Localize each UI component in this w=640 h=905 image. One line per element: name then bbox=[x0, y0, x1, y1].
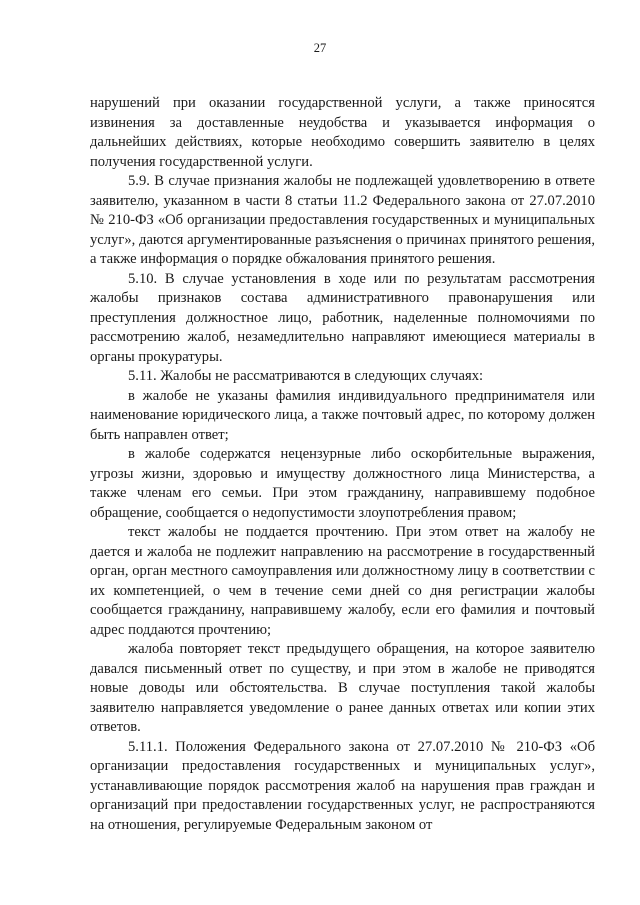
list-item-unreadable-text: текст жалобы не поддается прочтению. При этом ответ на жалобу не дается и жалоба не подлежит направлению на рассмотрение в государственный орган, орган местного самоуправления или должностному лицу в соответствии с их компетенцией, о чем в течение семи дней со дня регистрации жалобы сообщается гражданину, направившему жалобу, если его фамилия и почтовый адрес поддаются прочтению; bbox=[90, 524, 595, 638]
document-body bbox=[90, 94, 595, 835]
page-number: 27 bbox=[313, 41, 327, 55]
paragraph-5-11: 5.11. Жалобы не рассматриваются в следующих случаях: bbox=[128, 368, 484, 384]
paragraph-5-10: 5.10. В случае установления в ходе или по результатам рассмотрения жалобы признаков состава административного правонарушения или преступления должностное лицо, работник, наделенные полномочиями по рассмотрению жалоб, незамедлительно направляют имеющиеся материалы в органы прокуратуры. bbox=[90, 270, 595, 365]
list-item-no-name-address: в жалобе не указаны фамилия индивидуального предпринимателя или наименование юридического лица, а также почтовый адрес, по которому должен быть направлен ответ; bbox=[90, 387, 595, 443]
paragraph-continuation: нарушений при оказании государственной услуги, а также приносятся извинения за доставленные неудобства и указывается информация о дальнейших действиях, которые необходимо совершить заявителю в целях получения государственной услуги. bbox=[90, 95, 595, 170]
paragraph-5-11-1: 5.11.1. Положения Федерального закона от 27.07.2010 № 210-ФЗ «Об организации предоставления государственных и муниципальных услуг», устанавливающие порядок рассмотрения жалоб на нарушения прав граждан и организаций при предоставлении государственных услуг, не распространяются на отношения, регулируемые Федеральным законом от bbox=[90, 738, 595, 833]
list-item-repeated-complaint: жалоба повторяет текст предыдущего обращения, на которое заявителю давался письменный ответ по существу, и при этом в жалобе не приводятся новые доводы или обстоятельства. В случае поступления такой жалобы заявителю направляется уведомление о ранее данных ответах или копии этих ответов. bbox=[90, 641, 595, 735]
list-item-obscene-language: в жалобе содержатся нецензурные либо оскорбительные выражения, угрозы жизни, здоровью и имуществу должностного лица Министерства, а также членам его семьи. При этом гражданину, направившему подобное обращение, сообщается о недопустимости злоупотребления правом; bbox=[90, 446, 595, 521]
paragraph-5-9: 5.9. В случае признания жалобы не подлежащей удовлетворению в ответе заявителю, указанном в части 8 статьи 11.2 Федерального закона от 27.07.2010 № 210-ФЗ «Об организации предоставления государственных и муниципальных услуг», даются аргументированные разъяснения о причинах принятого решения, а также информация о порядке обжалования принятого решения. bbox=[90, 173, 595, 267]
